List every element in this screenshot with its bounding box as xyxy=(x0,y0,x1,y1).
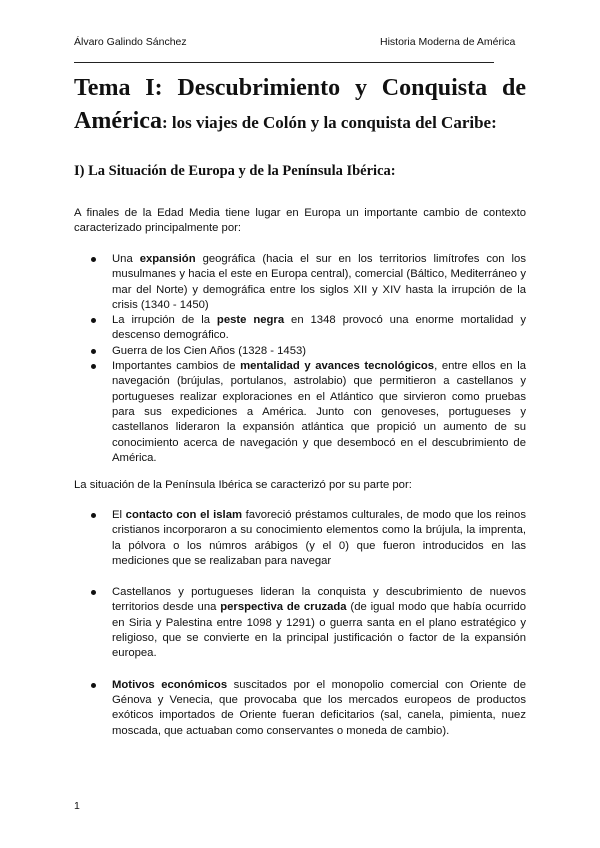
item-bold-text: mentalidad y avances tecnológicos xyxy=(240,360,435,373)
title-line-2 xyxy=(74,99,497,135)
item-bold-text: Motivos económicos xyxy=(112,678,228,691)
item-bold-text: peste negra xyxy=(216,314,285,327)
bullet-icon xyxy=(91,590,96,595)
bullet-icon xyxy=(91,257,96,262)
europe-list xyxy=(74,252,526,466)
header-rule xyxy=(74,62,494,63)
title-word: y xyxy=(354,75,367,101)
item-bold-text: expansión xyxy=(139,253,196,265)
bullet-icon xyxy=(91,318,96,323)
item-text: geográfica (hacia el sur en los territorios limítrofes con los musulmanes y hacia el este en Europa central), comercial (Báltico, Mediterráneo y mar del Norte) y demográfica entre los siglos XII y XIV hasta la irrupción de la crisis (1340 - 1450) xyxy=(112,253,526,311)
title-word: I: xyxy=(145,75,163,101)
item-text: Guerra de los Cien Años (1328 - 1453) xyxy=(112,344,307,357)
item-text: Castellanos y portugueses lideran la conquista y descubrimiento de nuevos territorios desde una xyxy=(112,586,526,614)
list-item xyxy=(74,313,526,344)
item-text: La irrupción de la xyxy=(112,314,217,327)
list-item xyxy=(74,508,526,569)
document-body xyxy=(74,74,527,737)
list-item xyxy=(74,344,526,359)
title-america: América xyxy=(74,108,162,134)
item-bold-text: perspectiva de cruzada xyxy=(220,601,347,614)
header-course: Historia Moderna de América xyxy=(380,36,516,48)
bullet-icon xyxy=(91,513,96,518)
list-item xyxy=(74,359,526,466)
item-text: suscitados por el monopolio comercial con Oriente de Génova y Venecia, que provocaba que los mercados europeos de productos exóticos importados de Oriente fueran deficitarios (sal, canela, pimienta, nuez moscada, que actuaban como conservantes o moneda de cambio). xyxy=(112,678,526,737)
document-title xyxy=(74,74,526,137)
item-text: , entre ellos en la navegación (brújulas, portulanos, astrolabio) que permitieron a castellanos y portugueses realizar exploraciones en el Atlántico que sirvieron como pruebas para sus expediciones a América. Junto con genoveses, portugueses y castellanos lideraron la expansión atlántica que propició un aumento de su conocimiento acerca de navegación y que desembocó en el descubrimiento de América. xyxy=(112,360,526,464)
item-bold-text: contacto con el islam xyxy=(125,509,243,521)
item-text: (de igual modo que había ocurrido en Siria y Palestina entre 1098 y 1291) o guerra santa en el plano estratégico y religioso, que se convierte en la principal justificación o factor de la expansión europea. xyxy=(112,601,527,660)
item-text: favoreció préstamos culturales, de modo que los reinos cristianos incorporaron a su conocimiento elementos como la brújula, la imprenta, la pólvora o los númros arábigos (y el 0) que fueron introducidos en las mediciones que se realizaban para navegar xyxy=(112,509,526,567)
list-item xyxy=(74,252,526,313)
page-number: 1 xyxy=(74,800,80,812)
item-text: Importantes cambios de xyxy=(112,360,241,373)
list-item xyxy=(74,585,526,661)
title-word: de xyxy=(501,75,526,101)
item-text: El xyxy=(112,509,126,521)
item-text: Una xyxy=(112,253,140,265)
section-heading: I) La Situación de Europa y de la Península Ibérica: xyxy=(74,163,396,179)
title-word: Tema xyxy=(74,75,131,101)
iberia-paragraph: La situación de la Península Ibérica se caracterizó por su parte por: xyxy=(74,479,412,491)
title-subtitle: : los viajes de Colón y la conquista del Caribe: xyxy=(161,113,497,132)
bullet-icon xyxy=(91,683,96,688)
bullet-icon xyxy=(91,364,96,369)
title-word: Descubrimiento xyxy=(177,75,341,101)
list-item xyxy=(74,678,526,739)
header-author: Álvaro Galindo Sánchez xyxy=(74,36,187,48)
bullet-icon xyxy=(91,349,96,354)
intro-paragraph: A finales de la Edad Media tiene lugar en Europa un importante cambio de contexto caracterizado principalmente por: xyxy=(74,207,526,235)
iberia-list xyxy=(74,508,526,755)
item-text: en 1348 provocó una enorme mortalidad y descenso demográfico. xyxy=(112,314,526,342)
title-word: Conquista xyxy=(381,75,488,101)
